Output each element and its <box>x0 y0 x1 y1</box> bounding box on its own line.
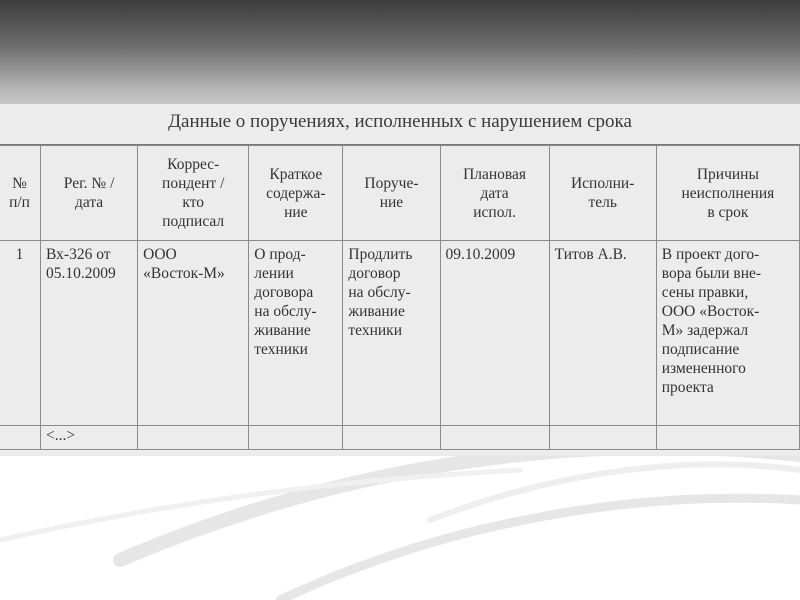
cell-empty <box>440 426 549 450</box>
cell-empty <box>656 426 799 450</box>
cell-executor: Титов А.В. <box>549 241 656 426</box>
cell-empty <box>138 426 249 450</box>
cell-planned-date: 09.10.2009 <box>440 241 549 426</box>
cell-empty <box>0 426 41 450</box>
cell-reg-number-date: Вх-326 от 05.10.2009 <box>41 241 138 426</box>
document-image <box>0 104 800 456</box>
cell-continuation: <...> <box>41 426 138 450</box>
cell-empty <box>343 426 440 450</box>
table-row <box>0 241 800 426</box>
column-header-number: № п/п <box>0 146 41 241</box>
cell-empty <box>249 426 343 450</box>
table-caption: Данные о поручениях, исполненных с нарушением срока <box>0 104 800 145</box>
column-header-correspondent: Коррес- пондент / кто подписал <box>138 146 249 241</box>
overdue-orders-table <box>0 145 800 450</box>
cell-empty <box>549 426 656 450</box>
cell-reasons: В проект дого- вора были вне- сены правки, ООО «Восток- М» задержал подписание измененного проекта <box>656 241 799 426</box>
column-header-reasons: Причины неисполнения в срок <box>656 146 799 241</box>
column-header-summary: Краткое содержа- ние <box>249 146 343 241</box>
cell-order: Продлить договор на обслу- живание техники <box>343 241 440 426</box>
column-header-order: Поруче- ние <box>343 146 440 241</box>
cell-number: 1 <box>0 241 41 426</box>
cell-correspondent: ООО «Восток-М» <box>138 241 249 426</box>
cell-summary: О прод- лении договора на обслу- живание техники <box>249 241 343 426</box>
table-row-continuation <box>0 426 800 450</box>
column-header-planned-date: Плановая дата испол. <box>440 146 549 241</box>
table-header-row <box>0 146 800 241</box>
column-header-reg-number-date: Рег. № / дата <box>41 146 138 241</box>
column-header-executor: Исполни- тель <box>549 146 656 241</box>
